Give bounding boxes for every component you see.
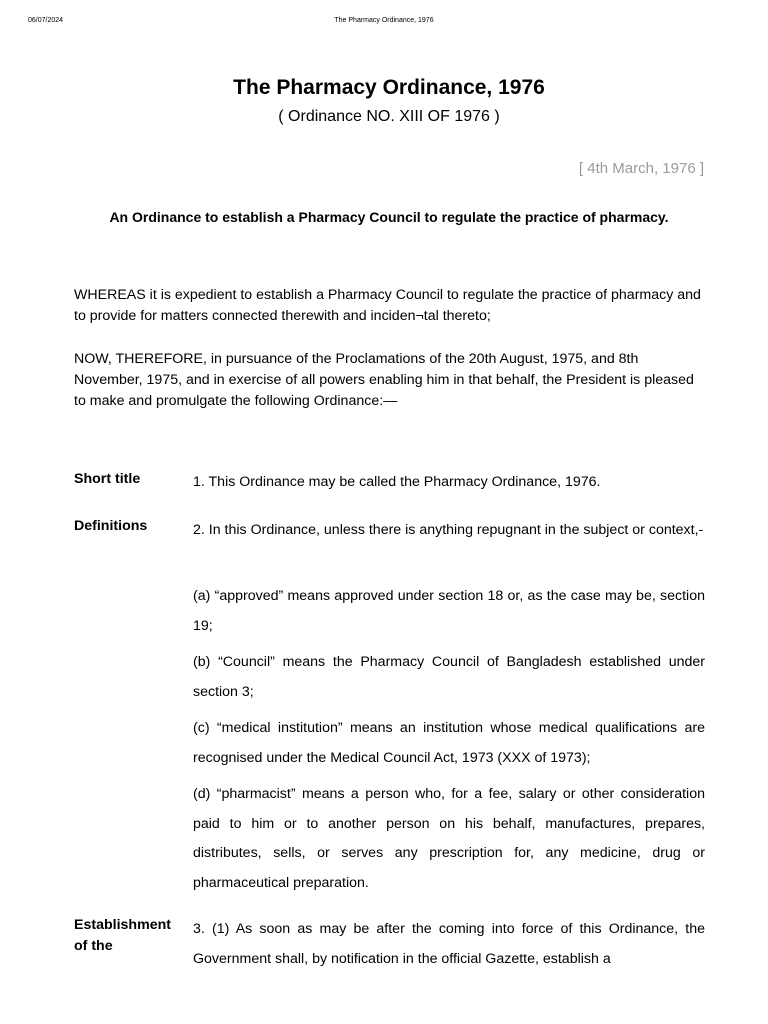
print-date: 06/07/2024: [28, 17, 64, 24]
section-label-establishment: Establishment of the: [74, 917, 171, 954]
section-2-text: 2. In this Ordinance, unless there is anything repugnant in the subject or context,-: [193, 522, 704, 538]
preamble-whereas: WHEREAS it is expedient to establish a Pharmacy Council to regulate the practice of pharmacy and to provide for matters connected therewith and inciden¬tal thereto;: [74, 287, 701, 324]
section-label-short-title: Short title: [74, 471, 141, 487]
section-label-definitions: Definitions: [74, 518, 148, 534]
definition-clause-a: (a) “approved” means approved under section 18 or, as the case may be, section 19;: [193, 588, 705, 634]
document-title: The Pharmacy Ordinance, 1976: [233, 76, 545, 99]
print-header-title: The Pharmacy Ordinance, 1976: [334, 17, 434, 24]
section-3-text: 3. (1) As soon as may be after the coming into force of this Ordinance, the Government shall, by notification in the official Gazette, establish a: [193, 921, 705, 967]
document-date: [ 4th March, 1976 ]: [578, 160, 704, 177]
definition-clause-c: (c) “medical institution” means an institution whose medical qualifications are recognised under the Medical Council Act, 1973 (XXX of 1973);: [193, 720, 705, 766]
definition-clause-d: (d) “pharmacist” means a person who, for a fee, salary or other consideration paid to him or to another person on his behalf, manufactures, prepares, distributes, sells, or serves any prescription for, any medicine, drug or pharmaceutical preparation.: [193, 786, 705, 891]
document-subtitle: ( Ordinance NO. XIII OF 1976 ): [278, 108, 500, 125]
print-header: [0, 16, 768, 26]
preamble-now-therefore: NOW, THEREFORE, in pursuance of the Proclamations of the 20th August, 1975, and 8th November, 1975, and in exercise of all powers enabling him in that behalf, the President is pleased to make and promulgate the following Ordinance:—: [74, 351, 694, 409]
definition-clause-b: (b) “Council” means the Pharmacy Council of Bangladesh established under section 3;: [193, 654, 705, 700]
section-1-text: 1. This Ordinance may be called the Pharmacy Ordinance, 1976.: [193, 474, 601, 490]
long-title: An Ordinance to establish a Pharmacy Council to regulate the practice of pharmacy.: [109, 209, 669, 225]
